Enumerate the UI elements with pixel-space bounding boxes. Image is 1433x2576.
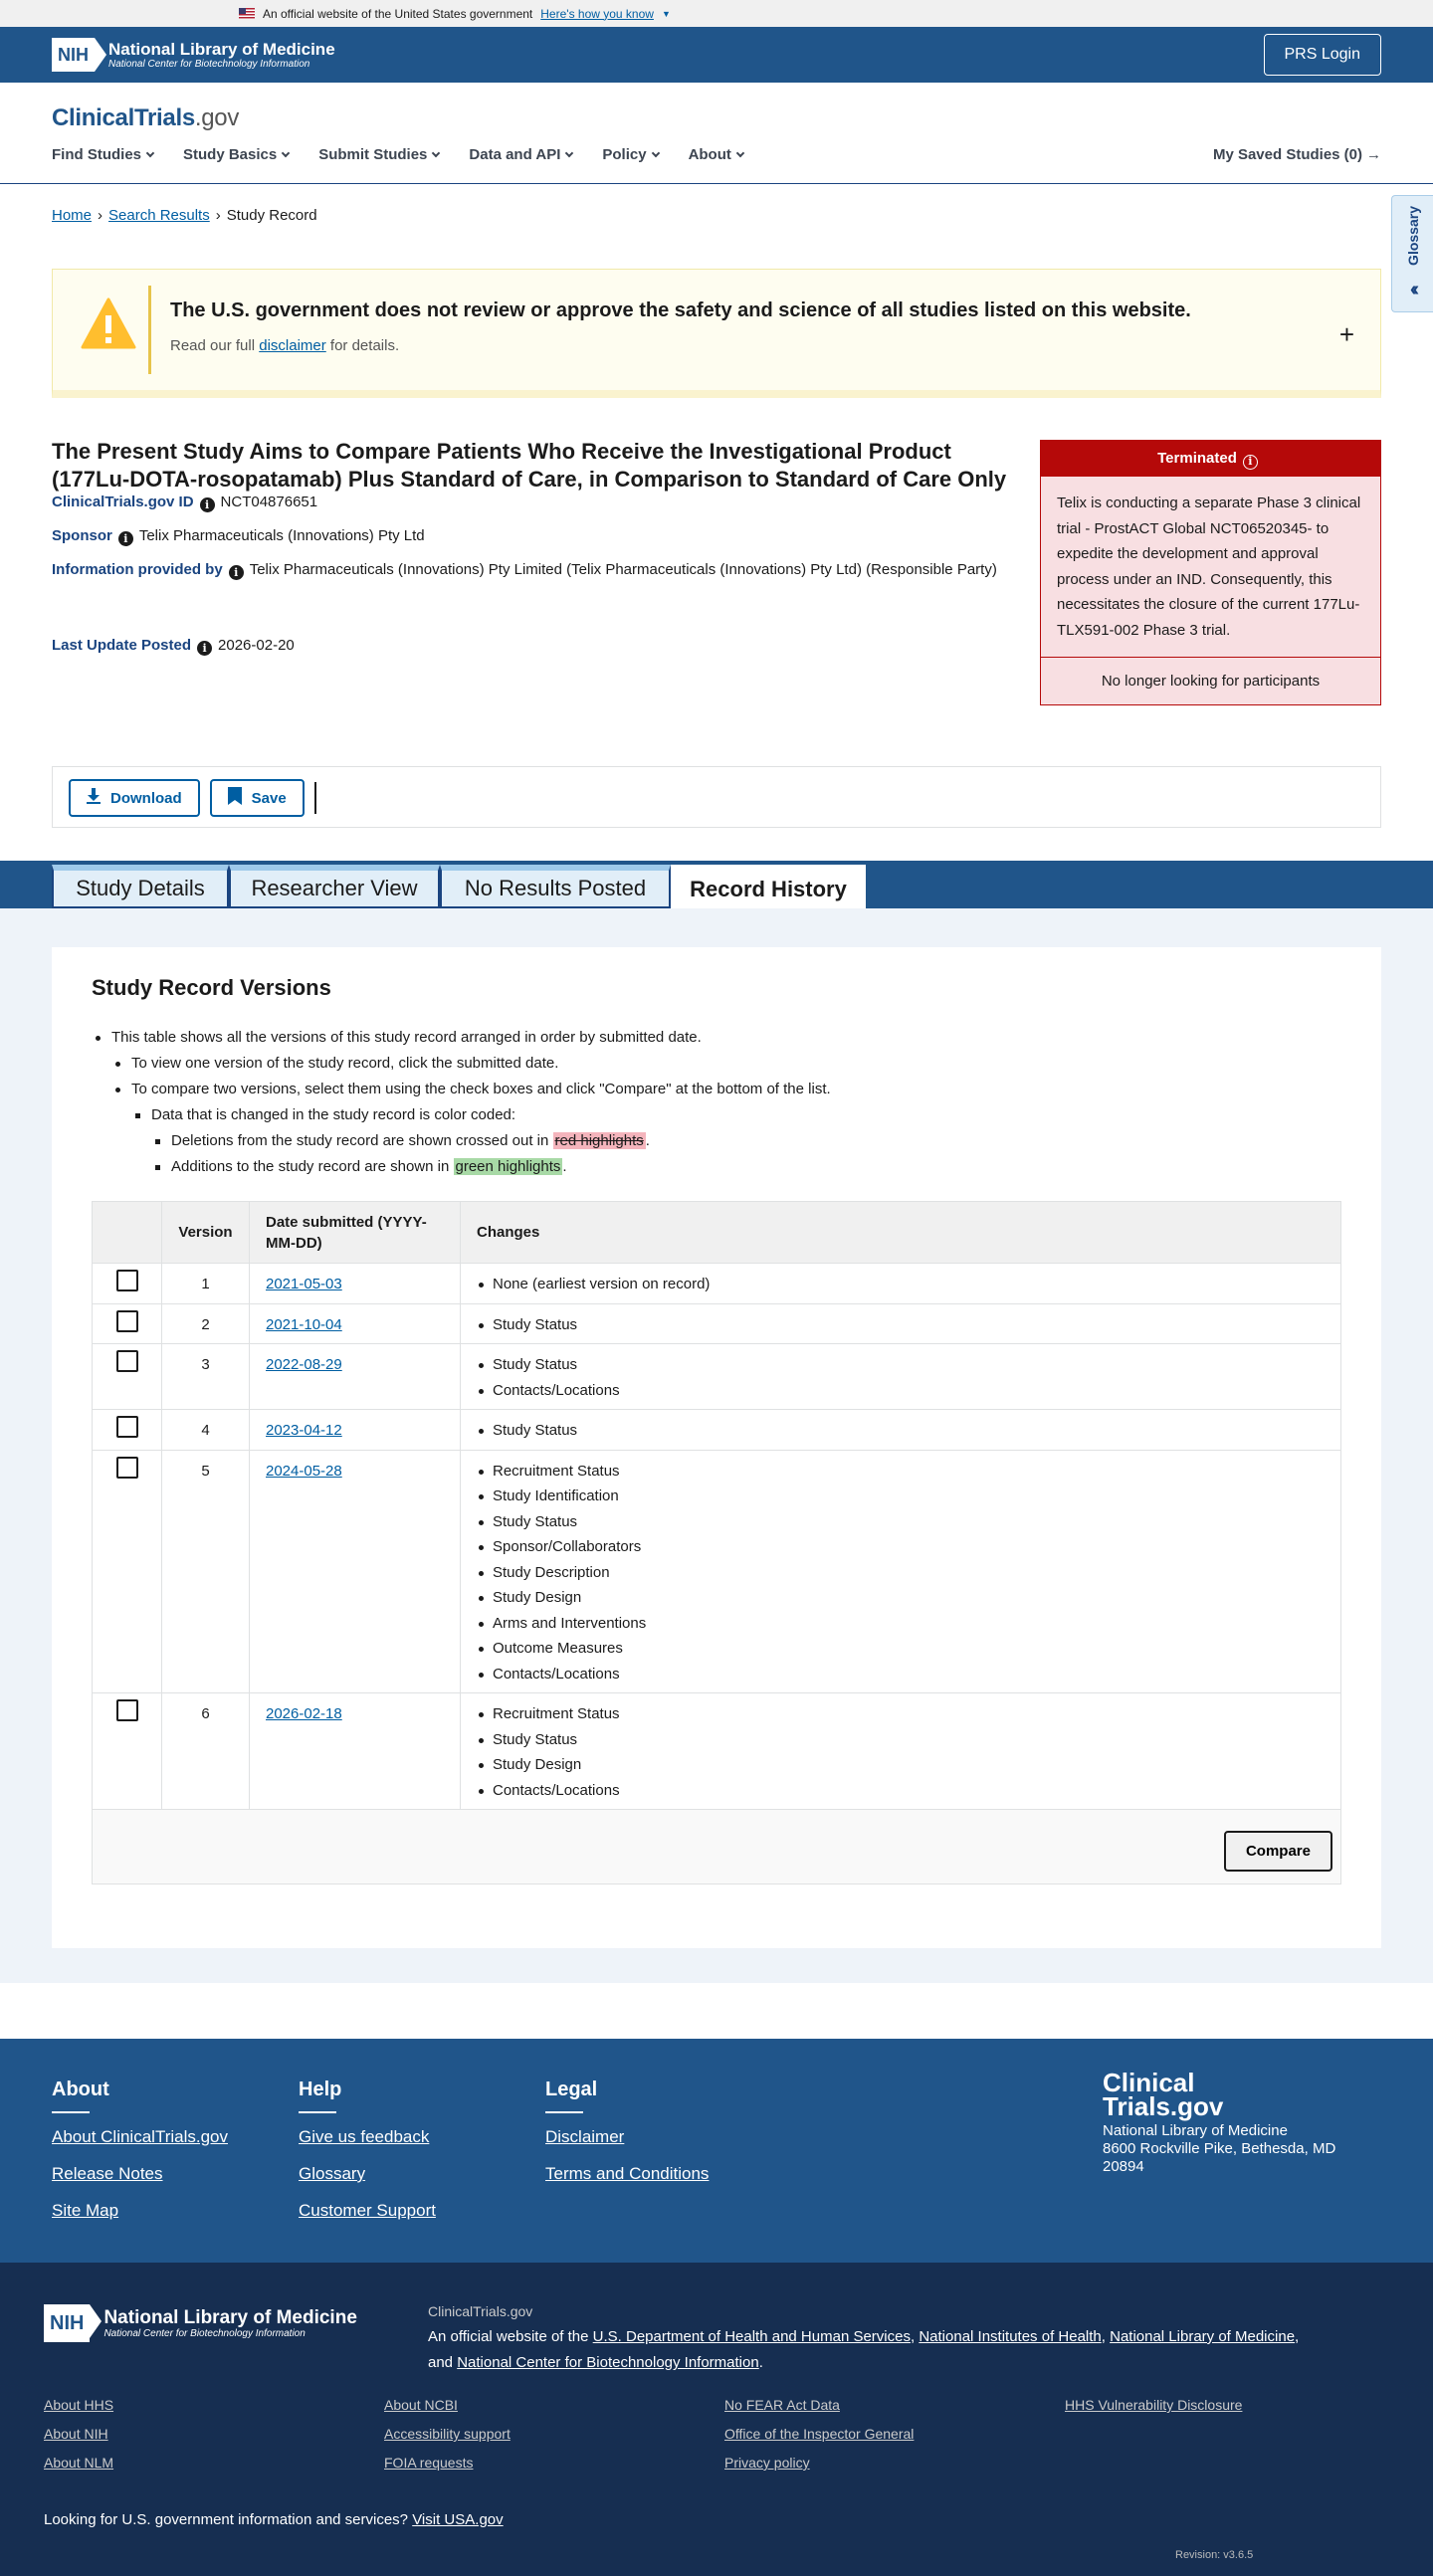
footer-nlm-logo[interactable]: NIH National Library of Medicine National Center for Biotechnology Information — [44, 2304, 357, 2342]
nav-about[interactable]: About — [689, 146, 743, 163]
about-nlm-link[interactable]: About NLM — [44, 2455, 114, 2471]
about-nih-link[interactable]: About NIH — [44, 2426, 108, 2442]
compare-button[interactable]: Compare — [1224, 1831, 1332, 1872]
changes-cell — [461, 1450, 1341, 1693]
main-nav — [52, 146, 1381, 163]
version-number: 3 — [162, 1344, 250, 1410]
gov-banner-text: An official website of the United States government — [263, 6, 533, 21]
change-item: Outcome Measures — [477, 1636, 1325, 1662]
date-cell — [250, 1450, 461, 1693]
chevron-down-icon — [432, 148, 440, 156]
changes-cell — [461, 1693, 1341, 1810]
change-item: Study Status — [477, 1418, 1325, 1444]
color-note: Data that is changed in the study record is color coded: — [151, 1102, 515, 1128]
chevron-right-icon: › — [215, 207, 221, 224]
footer-help — [299, 2079, 436, 2238]
nav-policy[interactable]: Policy — [602, 146, 658, 163]
info-icon[interactable]: i — [118, 531, 133, 546]
clinicaltrials-logo[interactable]: ClinicalTrials.gov — [52, 104, 240, 131]
disclaimer-link[interactable]: disclaimer — [259, 337, 326, 354]
double-chevron-left-icon: ‹‹ — [1409, 279, 1416, 300]
compare-row — [93, 1810, 1341, 1884]
last-update-value: 2026-02-20 — [218, 637, 295, 654]
study-title: The Present Study Aims to Compare Patients Who Receive the Investigational Product (177Lu-DOTA-rosopatamab) Plus Standard of Care, in Comparison to Standard of Care Only — [52, 439, 1007, 492]
foia-link[interactable]: FOIA requests — [384, 2455, 474, 2471]
usa-gov-line: Looking for U.S. government information and services? Visit USA.gov — [44, 2511, 504, 2528]
chevron-down-icon — [146, 148, 154, 156]
tab-no-results-posted[interactable]: No Results Posted — [440, 865, 671, 908]
action-divider — [314, 782, 316, 814]
change-item: Contacts/Locations — [477, 1378, 1325, 1404]
tab-bar — [0, 861, 1433, 908]
nih-badge: NIH — [52, 38, 95, 72]
version-date-link[interactable]: 2024-05-28 — [266, 1462, 342, 1480]
download-icon — [87, 788, 101, 808]
nlm-logo[interactable] — [52, 38, 335, 72]
glossary-tab[interactable] — [1391, 195, 1433, 312]
changes-cell — [461, 1344, 1341, 1410]
footer-link-glossary[interactable]: Glossary — [299, 2164, 366, 2183]
versions-heading: Study Record Versions — [92, 975, 331, 1000]
hhs-link[interactable]: U.S. Department of Health and Human Services — [592, 2328, 911, 2345]
revision-label: Revision: v3.6.5 — [1175, 2549, 1254, 2561]
bookmark-icon — [228, 787, 242, 809]
gov-links-col-4 — [1065, 2397, 1363, 2426]
footer-address-1: National Library of Medicine — [1103, 2122, 1288, 2139]
nav-data-and-api[interactable]: Data and API — [469, 146, 572, 163]
tab-record-history[interactable]: Record History — [671, 865, 866, 908]
footer-legal — [545, 2079, 709, 2201]
table-row — [93, 1410, 1341, 1451]
chevron-down-icon — [565, 148, 573, 156]
compare-note: To compare two versions, select them using the check boxes and click "Compare" at the bottom of the list. — [131, 1077, 831, 1102]
footer-about — [52, 2079, 228, 2238]
footer-link-feedback[interactable]: Give us feedback — [299, 2127, 430, 2146]
table-row — [93, 1303, 1341, 1344]
info-icon[interactable]: i — [197, 641, 212, 656]
nlm-subtitle: National Center for Biotechnology Information — [108, 58, 310, 70]
versions-intro: This table shows all the versions of this study record arranged in order by submitted date. — [111, 1025, 702, 1051]
nlm-link[interactable]: National Library of Medicine — [1110, 2328, 1296, 2345]
select-cell — [93, 1303, 162, 1344]
green-highlight-sample: green highlights — [455, 1158, 561, 1175]
tab-study-details[interactable]: Study Details — [52, 865, 229, 908]
breadcrumb-home[interactable]: Home — [52, 207, 93, 224]
status-header — [1041, 441, 1380, 477]
sponsor-value: Telix Pharmaceuticals (Innovations) Pty Ltd — [138, 527, 425, 544]
select-cell — [93, 1450, 162, 1693]
version-date-link[interactable]: 2022-08-29 — [266, 1356, 342, 1373]
info-icon[interactable]: i — [200, 497, 215, 512]
version-date-link[interactable]: 2021-05-03 — [266, 1276, 342, 1292]
deletions-note: Deletions from the study record are shown crossed out in red highlights . — [171, 1128, 650, 1154]
tab-researcher-view[interactable]: Researcher View — [229, 865, 440, 908]
save-button[interactable]: Save — [210, 779, 305, 817]
action-bar — [52, 766, 1381, 828]
expand-plus-icon[interactable]: + — [1338, 319, 1354, 349]
table-row — [93, 1344, 1341, 1410]
select-cell — [93, 1410, 162, 1451]
change-item: Contacts/Locations — [477, 1778, 1325, 1804]
change-item: Recruitment Status — [477, 1459, 1325, 1485]
table-header-row — [93, 1202, 1341, 1264]
footer-help-heading: Help — [299, 2079, 342, 2100]
info-provided-row: Information provided by i Telix Pharmaceuticals (Innovations) Pty Limited (Telix Pharmaceuticals (Innovations) Pty Ltd) (Responsible Party) — [52, 561, 997, 579]
chevron-right-icon: › — [98, 207, 103, 224]
footer-link-terms[interactable]: Terms and Conditions — [545, 2164, 710, 2183]
version-number: 6 — [162, 1693, 250, 1810]
status-card — [1040, 440, 1381, 705]
glossary-label: Glossary — [1404, 206, 1421, 266]
select-cell — [93, 1344, 162, 1410]
site-footer — [0, 2039, 1433, 2263]
date-cell — [250, 1303, 461, 1344]
gov-footer — [0, 2263, 1433, 2576]
page-body — [0, 83, 1433, 2576]
footer-brand — [1103, 2068, 1336, 2176]
table-row — [93, 1450, 1341, 1693]
ncbi-link[interactable]: National Center for Biotechnology Information — [457, 2354, 759, 2371]
chevron-down-icon: ▼ — [661, 8, 671, 19]
gov-links-col-2 — [384, 2397, 683, 2483]
table-row — [93, 1693, 1341, 1810]
breadcrumb-search-results[interactable]: Search Results — [108, 207, 210, 224]
footer-about-heading: About — [52, 2079, 109, 2100]
version-column-header: Version — [162, 1202, 250, 1264]
privacy-policy-link[interactable]: Privacy policy — [724, 2455, 810, 2471]
arrow-right-icon: → — [1366, 146, 1381, 163]
gov-links-col-3 — [724, 2397, 1023, 2483]
status-badge: Terminated — [1157, 450, 1237, 467]
changes-cell — [461, 1303, 1341, 1344]
nih-badge: NIH — [44, 2304, 90, 2342]
change-item: Study Design — [477, 1585, 1325, 1611]
disclaimer-alert — [52, 269, 1381, 398]
alert-heading: The U.S. government does not review or approve the safety and science of all studies listed on this website. — [170, 299, 1191, 321]
version-checkbox[interactable] — [116, 1457, 138, 1479]
footer-logo[interactable]: Clinical Trials.gov — [1103, 2068, 1224, 2121]
chevron-down-icon — [651, 148, 659, 156]
date-cell — [250, 1264, 461, 1304]
change-item: None (earliest version on record) — [477, 1272, 1325, 1297]
info-icon[interactable]: i — [229, 565, 244, 580]
no-fear-link[interactable]: No FEAR Act Data — [724, 2397, 840, 2413]
footer-link-about-ct[interactable]: About ClinicalTrials.gov — [52, 2127, 228, 2146]
study-id-row: ClinicalTrials.gov ID i NCT04876651 — [52, 494, 318, 511]
breadcrumb — [52, 207, 317, 224]
chevron-down-icon — [736, 148, 744, 156]
sponsor-row: Sponsor i Telix Pharmaceuticals (Innovations) Pty Ltd — [52, 527, 425, 545]
alert-text: Read our full disclaimer for details. — [170, 337, 400, 354]
version-checkbox[interactable] — [116, 1270, 138, 1291]
gov-banner — [0, 0, 1433, 27]
footer-link-site-map[interactable]: Site Map — [52, 2201, 119, 2220]
gov-links-col-1 — [44, 2397, 342, 2483]
date-cell — [250, 1410, 461, 1451]
table-row — [93, 1264, 1341, 1304]
nih-link[interactable]: National Institutes of Health — [919, 2328, 1102, 2345]
heres-how-you-know-link[interactable]: Here's how you know — [540, 6, 654, 21]
chevron-down-icon — [282, 148, 290, 156]
alert-divider — [148, 286, 151, 374]
prs-login-button[interactable]: PRS Login — [1264, 34, 1382, 76]
version-checkbox[interactable] — [116, 1350, 138, 1372]
my-saved-studies-link[interactable]: My Saved Studies (0) → — [1212, 146, 1381, 163]
change-item: Study Description — [477, 1560, 1325, 1586]
version-date-link[interactable]: 2023-04-12 — [266, 1422, 342, 1439]
change-item: Study Status — [477, 1352, 1325, 1378]
footer-address-2: 8600 Rockville Pike, Bethesda, MD — [1103, 2140, 1336, 2157]
footer-link-release-notes[interactable]: Release Notes — [52, 2164, 163, 2183]
nih-header — [0, 27, 1433, 83]
change-item: Study Identification — [477, 1484, 1325, 1509]
footer-address-3: 20894 — [1103, 2158, 1144, 2175]
nlm-title: National Library of Medicine — [108, 39, 335, 59]
change-item: Sponsor/Collaborators — [477, 1534, 1325, 1560]
changes-cell — [461, 1264, 1341, 1304]
footer-link-support[interactable]: Customer Support — [299, 2201, 436, 2220]
change-item: Study Design — [477, 1752, 1325, 1778]
inspector-general-link[interactable]: Office of the Inspector General — [724, 2426, 915, 2442]
red-highlight-sample: red highlights — [554, 1132, 644, 1149]
change-item: Arms and Interventions — [477, 1611, 1325, 1637]
footer-link-disclaimer[interactable]: Disclaimer — [545, 2127, 625, 2146]
info-icon[interactable]: i — [1243, 455, 1258, 470]
additions-note: Additions to the study record are shown in green highlights . — [171, 1154, 567, 1180]
select-column-header — [93, 1202, 162, 1264]
version-number: 5 — [162, 1450, 250, 1693]
footer-site-name: ClinicalTrials.gov — [428, 2303, 533, 2319]
usa-gov-link[interactable]: Visit USA.gov — [412, 2511, 504, 2528]
version-number: 4 — [162, 1410, 250, 1451]
date-cell — [250, 1344, 461, 1410]
change-item: Recruitment Status — [477, 1701, 1325, 1727]
changes-column-header: Changes — [461, 1202, 1341, 1264]
info-provided-value: Telix Pharmaceuticals (Innovations) Pty Limited (Telix Pharmaceuticals (Innovations) Pty Ltd) (Responsible Party) — [249, 561, 997, 578]
recruitment-note: No longer looking for participants — [1101, 673, 1321, 690]
date-cell — [250, 1693, 461, 1810]
version-number: 2 — [162, 1303, 250, 1344]
nav-study-basics[interactable]: Study Basics — [183, 146, 289, 163]
change-item: Study Status — [477, 1727, 1325, 1753]
about-ncbi-link[interactable]: About NCBI — [384, 2397, 458, 2413]
version-checkbox[interactable] — [116, 1416, 138, 1438]
version-number: 1 — [162, 1264, 250, 1304]
site-header — [0, 83, 1433, 184]
about-hhs-link[interactable]: About HHS — [44, 2397, 114, 2413]
version-date-link[interactable]: 2026-02-18 — [266, 1705, 342, 1722]
study-id-value: NCT04876651 — [220, 494, 318, 510]
version-date-link[interactable]: 2021-10-04 — [266, 1315, 342, 1333]
changes-cell — [461, 1410, 1341, 1451]
version-checkbox[interactable] — [116, 1310, 138, 1332]
last-update-row: Last Update Posted i 2026-02-20 — [52, 637, 295, 655]
nav-find-studies[interactable]: Find Studies — [52, 146, 153, 163]
view-note: To view one version of the study record, click the submitted date. — [131, 1051, 558, 1077]
vulnerability-disclosure-link[interactable]: HHS Vulnerability Disclosure — [1065, 2397, 1243, 2413]
termination-reason: Telix is conducting a separate Phase 3 clinical trial - ProstACT Global NCT06520345- to expedite the development and approval process under an IND. Consequently, this necessitates the closure of the current 177Lu-TLX591-002 Phase 3 trial. — [1041, 477, 1380, 658]
change-item: Contacts/Locations — [477, 1662, 1325, 1687]
download-button[interactable]: Download — [69, 779, 200, 817]
us-flag-icon — [239, 8, 255, 19]
change-item: Study Status — [477, 1509, 1325, 1535]
breadcrumb-current: Study Record — [226, 207, 317, 224]
footer-legal-heading: Legal — [545, 2079, 598, 2100]
nav-submit-studies[interactable]: Submit Studies — [318, 146, 439, 163]
select-cell — [93, 1693, 162, 1810]
accessibility-link[interactable]: Accessibility support — [384, 2426, 511, 2442]
warning-icon — [81, 297, 136, 349]
select-cell — [93, 1264, 162, 1304]
version-checkbox[interactable] — [116, 1699, 138, 1721]
official-website-info: ClinicalTrials.gov An official website of the U.S. Department of Health and Human Services, National Institutes of Health, National Library of Medicine, and National Center for Biotechnology Information. — [428, 2298, 1373, 2376]
change-item: Study Status — [477, 1312, 1325, 1338]
versions-table — [92, 1201, 1341, 1884]
date-column-header: Date submitted (YYYY-MM-DD) — [250, 1202, 461, 1264]
